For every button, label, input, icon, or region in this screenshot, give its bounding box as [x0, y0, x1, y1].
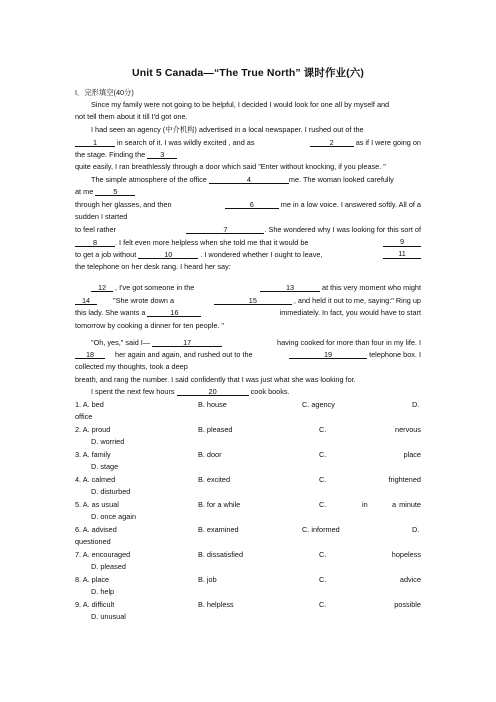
passage-line: quite easily, I ran breathlessly through a door which said "Enter without knocking, if you please. "	[75, 162, 386, 171]
passage-line: tomorrow by cooking a dinner for ten people. "	[75, 321, 225, 330]
option-row: 9. A. difficult	[75, 600, 115, 609]
passage-line: 18 her again and again, and rushed out to the 19 telephone box. I	[75, 350, 421, 359]
blank: 11	[383, 250, 421, 259]
option-row: 5. A. as usual	[75, 500, 119, 509]
option-row: 6. A. advised	[75, 525, 117, 534]
section-heading: I．完形填空(40分)	[75, 88, 134, 97]
blank: 8	[75, 239, 115, 247]
passage-line: collected my thoughts, took a deep	[75, 362, 188, 371]
blank: 16	[147, 309, 201, 317]
blank: 13	[260, 284, 320, 292]
option-row: 4. A. calmed	[75, 475, 116, 484]
passage-line: 14 "She wrote down a 15 , and held it out to me, saying:" Ring up	[75, 296, 421, 305]
passage-line: sudden I started	[75, 212, 128, 221]
passage-line: this lady. She wants a 16 immediately. In fact, you would have to start	[75, 308, 421, 317]
document-page: Unit 5 Canada—“The True North” 课时作业(六) I．完形填空(40分) Since my family were not going to be helpful, I decided I would look for one all by myself and not tell them about it till I'd got one. I had seen an agency (中介机构) advertised in a local newspaper. I rushed out of the 1 in search of it. I was wildly excited , and as 2 as if I were going on the stage. Finding the 3 quite easily, I ran breathlessly through a door which said "Enter without knocking, if you please. " The simple atmosphere of the office 4 me. The woman looked carefully at me 5 through her glasses, and then 6 me in a low voice. I answered softly. All of a sudden I started to feel rather 7 . She wondered why I was looking for this sort of 8 . I felt even more helpless when she told me that it would be 9 to get a job without 10 . I wondered whether I ought to leave, 11 the telephone on her desk rang. I heard her say: 12 , I've got someone in the 13 at this very moment who might 14 "She wrote down a 15 , and held it out to me, saying:" Ring up this lady. She wants a 16 immediately. In fact, you would have to start tomorrow by cooking a dinner for ten people. " "Oh, yes," said I— 17 having cooked for more than four in my life. I 18 her again and again, and rushed out to the 19 telephone box. I collected my thoughts, took a deep breath, and rang the number. I said confidently that I was just what she was looking for. I spent the next few hours 20 cook books. 1. A. bed B. house C. agency D. office 2. A. proud B. pleased C. nervous D. worried 3. A. family B. door C. place D. stage 4. A. calmed B. excited C. frightened D. disturbed 5. A. as usual B. for a while C. in a minute D. once again 6. A. advised B. examined C. informed D. questioned 7. A. encouraged B. dissatisfied C. hopeless D. pleased 8. A. place B. job C. advice D. help 9. A. difficult B. helpless C. possible D. unusual	[0, 0, 496, 702]
option-row: 3. A. family	[75, 450, 111, 459]
blank: 4	[209, 176, 289, 184]
passage-line: through her glasses, and then 6 me in a low voice. I answered softly. All of a	[75, 200, 421, 209]
passage-line: 8 . I felt even more helpless when she told me that it would be 9	[75, 238, 421, 247]
passage-line: to get a job without 10 . I wondered whether I ought to leave, 11	[75, 250, 421, 259]
passage-line: the telephone on her desk rang. I heard her say:	[75, 262, 231, 271]
passage-line: Since my family were not going to be helpful, I decided I would look for one all by myself and	[91, 100, 390, 109]
blank: 6	[225, 201, 279, 209]
passage-line: the stage. Finding the 3	[75, 150, 177, 159]
passage-line: at me 5	[75, 187, 135, 196]
blank: 20	[177, 388, 249, 396]
passage-line: 12 , I've got someone in the 13 at this very moment who might	[91, 283, 421, 292]
blank: 14	[75, 297, 97, 305]
passage-line: to feel rather 7 . She wondered why I was looking for this sort of	[75, 225, 421, 234]
blank: 2	[310, 139, 354, 147]
blank: 1	[75, 139, 115, 147]
blank: 10	[138, 251, 198, 259]
passage-line: I spent the next few hours 20 cook books.	[91, 387, 290, 396]
blank: 7	[186, 226, 264, 234]
blank: 3	[147, 151, 177, 159]
blank: 15	[214, 297, 292, 305]
passage-line: "Oh, yes," said I— 17 having cooked for more than four in my life. I	[91, 338, 421, 347]
blank: 19	[289, 351, 367, 359]
blank: 17	[152, 339, 222, 347]
page-title: Unit 5 Canada—“The True North” 课时作业(六)	[132, 67, 364, 79]
blank: 12	[91, 284, 113, 292]
blank: 5	[95, 188, 135, 196]
option-row: 8. A. place	[75, 575, 110, 584]
passage-line: not tell them about it till I'd got one.	[75, 112, 188, 121]
option-row: 2. A. proud	[75, 425, 111, 434]
passage-line: breath, and rang the number. I said confidently that I was just what she was looking for.	[75, 375, 356, 384]
option-row: 1. A. bed	[75, 400, 104, 409]
passage-line: I had seen an agency (中介机构) advertised in a local newspaper. I rushed out of the	[91, 125, 364, 134]
blank: 18	[75, 351, 105, 359]
blank: 9	[383, 238, 421, 247]
passage-line: 1 in search of it. I was wildly excited , and as 2 as if I were going on	[75, 138, 421, 147]
passage-line: The simple atmosphere of the office 4 me. The woman looked carefully	[91, 175, 394, 184]
option-row: 7. A. encouraged	[75, 550, 131, 559]
